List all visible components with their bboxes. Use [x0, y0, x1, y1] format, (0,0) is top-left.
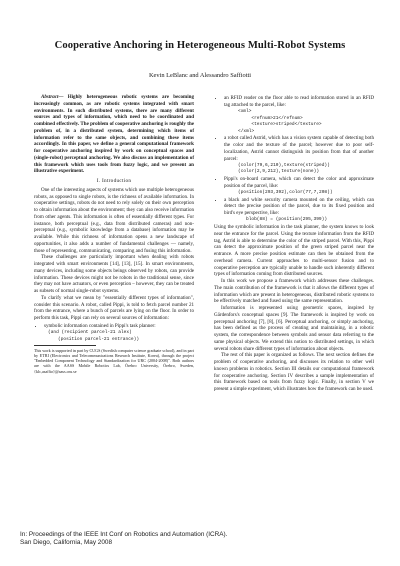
list-item [224, 197, 374, 223]
code-line: <xml> [238, 109, 252, 114]
paragraph: The rest of this paper is organized as follows. The next section defines the problem of cooperative anchoring, and discusses its relation to other well known problems in robotics. Section III details our computational framework for cooperative anchoring. Section IV describes a sample implementation of this framework based on tools from fuzzy logic. Finally, in section V we present a simple experiment, which illustrates how the framework can be used. [214, 352, 374, 392]
list-item [224, 135, 374, 175]
info-source-list [34, 323, 194, 342]
list-item-text: a robot called Astrid, which has a vision system capable of detecting both the color and the texture of the parcel; however due to poor self-localization, Astrid cannot distinguish its position from that of another parcel: [224, 135, 374, 162]
list-item [224, 95, 374, 134]
abstract-lead: Abstract [41, 94, 59, 100]
paragraph: These challenges are particularly important when dealing with robots integrated with smart environments [14], [13], [15]. In smart environments, many devices, including some objects beings observed by robots, can provide information. These devices might not be robots in the traditional sense, since they may not have actuators, or even perception – however, they can be treated as subsets of normal single-robot systems. [34, 254, 194, 294]
list-item [44, 323, 194, 342]
paper-authors: Kevin LeBlanc and Alessandro Saffiotti [148, 72, 252, 79]
proceedings-line: San Diego, California, May 2008 [20, 539, 113, 546]
list-item-text: a black and white security camera mounted on the ceiling, which can detect the precise position of the parcel, due to its fixed position and bird's eye perspective, like: [224, 196, 374, 217]
paragraph: To clarify what we mean by "essentially different types of information", consider this scenario. A robot, called Pippi, is told to fetch parcel number 21 from the entrance, where a bunch of parcels are lying on the floor. In order to perform this task, Pippi can rely on several sources of information: [34, 294, 194, 321]
footnote-rule [34, 345, 96, 346]
code-line: (position parcel-21 entrance)) [58, 336, 140, 342]
list-item-text: symbolic information contained in Pippi's task planner: [44, 322, 156, 329]
code-line: <texture>striped</texture> [246, 122, 322, 128]
abstract-text: — Highly heterogeneous robotic systems are becoming increasingly common, as are robotic systems integrated with smart environments. In such distributed systems, there are many different sources and types of information, which need to be coordinated and combined effectively. The problem of cooperative anchoring is roughly the problem of, in a distributed system, determining which items of information refer to the same objects, and combining these items accordingly. In this paper, we define a general computational framework for cooperative anchoring inspired by work on conceptual spaces and (single-robot) perceptual anchoring. We also discuss an implementation of this framework which uses tools from fuzzy logic, and we present an illustrative experiment. [34, 94, 194, 175]
code-line: <refnum>21</refnum> [246, 115, 303, 121]
info-source-list-continued [214, 95, 374, 223]
paper-title: Cooperative Anchoring in Heterogeneous Multi-Robot Systems [54, 40, 346, 51]
paragraph: One of the interesting aspects of systems which use multiple heterogeneous robots, as opposed to single robots, is the richness of available information. In cooperative settings, robots do not need to rely solely on their own perception to obtain information about the environment; they can also receive information from other agents. This information is often of essentially different types. For instance, both perceptual (e.g., data from distributed cameras) and non-perceptual (e.g., symbolic knowledge from a database) information may be available. While this richness of information opens a new landscape of opportunities, it also adds a number of fundamental challenges — namely, those of representing, communicating, comparing and fusing this information. [34, 186, 194, 254]
code-line: </xml> [238, 128, 255, 134]
list-item-text: an RFID reader on the floor able to read information stored in an RFID tag attached to the parcel, like: [224, 95, 374, 108]
proceedings-note [20, 531, 227, 547]
section-heading-introduction: I. Introduction [96, 178, 132, 184]
paragraph: Using the symbolic information in the task planner, the system knows to look near the entrance for the parcel. Using the texture information from the RFID tag, Astrid is able to determine the color of the striped parcel. With this, Pippi can detect the approximate position of the green striped parcel near the entrance. A more precise position estimate can then be obtained from the overhead camera. Current approaches to multi-sensor fusion and to cooperative perception are typically unable to handle such inherently different types of information coming from distributed sources. [214, 224, 374, 278]
paragraph: In this work we propose a framework which addresses these challenges. The main contribution of the framework is that it allows the different types of information which are present in heterogeneous, distributed robotic systems to be effectively matched and fused using the same representation. [214, 278, 374, 305]
code-line: (color(79,6,210),texture(striped)) [238, 162, 330, 168]
paragraph: Information is represented using geometric spaces, inspired by Gärdenfors's conceptual spaces [9]. The framework is inspired by work on perceptual anchoring [7], [8], [6]. Perceptual anchoring, or simply anchoring, has been defined as the process of creating and maintaining, in a robotic system, the correspondence between symbols and sensor data referring to the same physical objects. We extend this notion to distributed settings, in which several robots share different types of information about objects. [214, 305, 374, 352]
code-line: blob(88) = (position(295,399)) [246, 217, 328, 223]
code-line: (color(2,9,212),texture(none)) [238, 169, 320, 175]
code-line: (and (recipient parcel-21 alex) [48, 330, 132, 335]
abstract [34, 94, 194, 175]
left-column [34, 94, 194, 374]
code-line: (position(293,392),color(77,7,208)) [238, 190, 333, 196]
list-item-text: Pippi's on-board camera, which can detect the color and approximate position of the parcel, like: [224, 176, 374, 189]
proceedings-line: In: Proceedings of the IEEE Int Conf on Robotics and Automation (ICRA). [20, 531, 228, 538]
right-column [214, 94, 374, 393]
list-item [224, 176, 374, 196]
footnote: This work is supported in part by CUGS (Swedish computer science graduate school), and in part by ETRI (Electronics and Telecommunications Research Institute, Korea), through the project "Embedded Component Technology and Standardization for URC (2004-2008)". Both authors are with the AASS Mobile Robotics Lab, Örebro University, Örebro, Sweden, {klc,asaffio}@aass.oru.se [34, 348, 194, 374]
